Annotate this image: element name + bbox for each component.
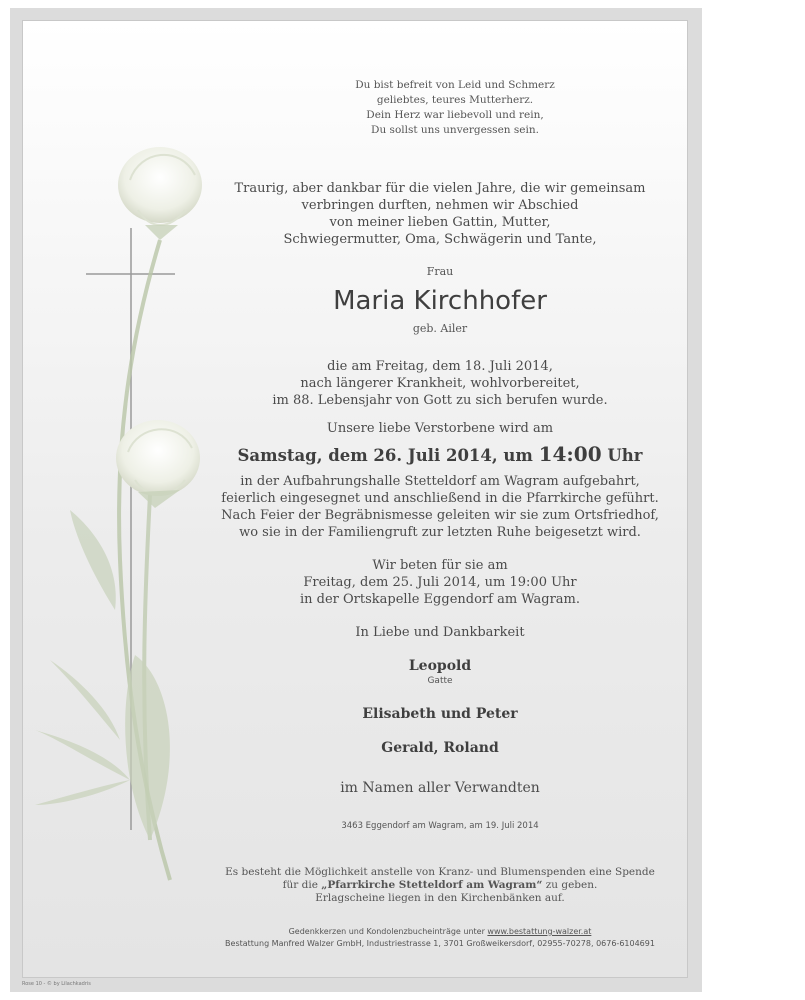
footer-text: Gedenkkerzen und Kondolenzbucheinträge unter — [288, 927, 488, 936]
funeral-intro: Unsere liebe Verstorbene wird am — [326, 421, 554, 436]
mourner-name: Elisabeth und Peter — [362, 706, 518, 722]
rose-icon — [116, 420, 200, 508]
donation-line: Erlagscheine liegen in den Kirchenbänken auf. — [315, 892, 565, 904]
death-notice — [220, 358, 660, 409]
funeral-date — [220, 442, 660, 466]
prayer-line: in der Ortskapelle Eggendorf am Wagram. — [299, 592, 581, 607]
maiden-name: geb. Ailer — [412, 322, 468, 335]
funeral-date-text: Samstag, dem 26. Juli 2014, um — [237, 446, 533, 465]
prayer-notice — [220, 557, 660, 608]
mourner-name: Leopold — [408, 658, 472, 674]
mourner-name: Gerald, Roland — [381, 740, 499, 756]
leaf-icon — [35, 510, 170, 840]
name-prefix: Frau — [426, 265, 454, 278]
funeral-details — [220, 473, 660, 541]
donation-line-post: zu geben. — [542, 879, 598, 891]
poem-line: Dein Herz war liebevoll und rein, — [366, 109, 544, 121]
website-link[interactable]: www.bestattung-walzer.at — [487, 927, 592, 936]
donation-line-pre: für die — [282, 879, 322, 891]
poem-line: geliebtes, teures Mutterherz. — [376, 94, 534, 106]
mourner-relation: Gatte — [427, 676, 453, 686]
intro-text — [220, 180, 660, 248]
footer-company: Bestattung Manfred Walzer GmbH, Industriestrasse 1, 3701 Großweikersdorf, 02955-70278, 0676-6104691 — [225, 939, 655, 948]
deceased-name: Maria Kirchhofer — [333, 286, 547, 316]
white-roses-illustration — [20, 140, 220, 900]
intro-line: Traurig, aber dankbar für die vielen Jahre, die wir gemeinsam — [234, 181, 646, 196]
death-line: nach längerer Krankheit, wohlvorbereitet, — [300, 376, 580, 391]
funeral-line: Nach Feier der Begräbnismesse geleiten wir sie zum Ortsfriedhof, — [221, 508, 659, 523]
donation-notice — [220, 866, 660, 905]
prayer-line: Freitag, dem 25. Juli 2014, um 19:00 Uhr — [303, 575, 577, 590]
funeral-time: 14:00 — [538, 442, 602, 466]
funeral-time-suffix: Uhr — [607, 446, 643, 465]
intro-line: von meiner lieben Gattin, Mutter, — [329, 215, 551, 230]
relatives-line: im Namen aller Verwandten — [340, 780, 540, 796]
intro-line: Schwiegermutter, Oma, Schwägerin und Tante, — [283, 232, 597, 247]
image-credit: Rose 10 - © by Lilachkadris — [22, 981, 91, 987]
place-date: 3463 Eggendorf am Wagram, am 19. Juli 2014 — [341, 821, 539, 831]
poem-line: Du bist befreit von Leid und Schmerz — [355, 79, 555, 91]
footer — [220, 926, 660, 950]
funeral-line: feierlich eingesegnet und anschließend in die Pfarrkirche geführt. — [221, 491, 659, 506]
closing-phrase: In Liebe und Dankbarkeit — [355, 625, 525, 640]
rose-icon — [118, 147, 202, 240]
funeral-line: in der Aufbahrungshalle Stetteldorf am Wagram aufgebahrt, — [240, 474, 640, 489]
funeral-line: wo sie in der Familiengruft zur letzten Ruhe beigesetzt wird. — [239, 525, 641, 540]
donation-recipient: „Pfarrkirche Stetteldorf am Wagram“ — [321, 879, 543, 891]
poem-line: Du sollst uns unvergessen sein. — [371, 124, 539, 136]
death-line: die am Freitag, dem 18. Juli 2014, — [327, 359, 553, 374]
poem — [320, 78, 590, 138]
prayer-line: Wir beten für sie am — [372, 558, 508, 573]
donation-line: Es besteht die Möglichkeit anstelle von Kranz- und Blumenspenden eine Spende — [225, 866, 655, 878]
intro-line: verbringen durften, nehmen wir Abschied — [301, 198, 579, 213]
death-line: im 88. Lebensjahr von Gott zu sich berufen wurde. — [272, 393, 608, 408]
